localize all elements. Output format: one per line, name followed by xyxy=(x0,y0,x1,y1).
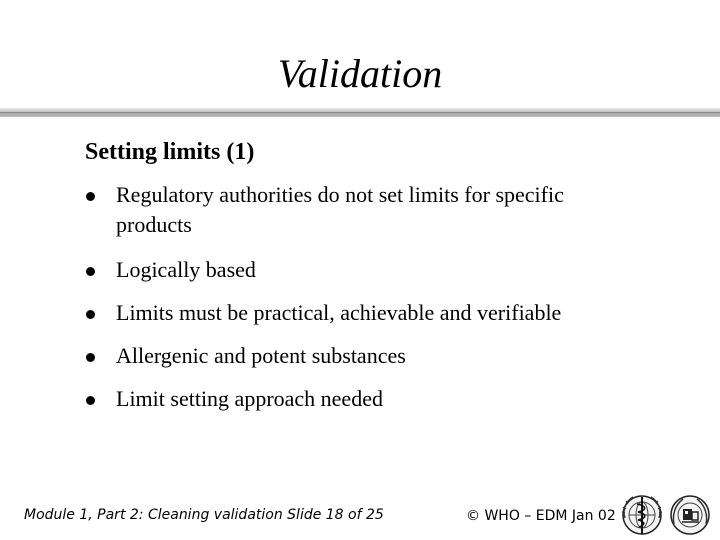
title-divider-line xyxy=(0,112,720,113)
bullet-text-line: Regulatory authorities do not set limits for specific xyxy=(116,182,564,207)
bullet-text: Logically based xyxy=(116,257,256,282)
bullet-dot-icon xyxy=(86,192,95,201)
bullet-text: Limits must be practical, achievable and verifiable xyxy=(116,300,562,325)
bullet-text: Allergenic and potent substances xyxy=(116,343,406,368)
un-emblem-icon xyxy=(671,496,709,534)
slide-subtitle: Setting limits (1) xyxy=(85,139,255,165)
bullet-text: Limit setting approach needed xyxy=(116,386,383,411)
footer-module-text: Module 1, Part 2: Cleaning validation Slide 18 of 25 xyxy=(24,507,384,523)
bullet-dot-icon xyxy=(86,396,95,405)
who-emblem-icon xyxy=(622,496,662,534)
footer-copyright-text: © WHO – EDM Jan 02 xyxy=(466,508,616,524)
slide-title: Validation xyxy=(277,51,443,96)
bullet-text-line: products xyxy=(116,212,192,237)
bullet-text xyxy=(116,180,676,240)
bullet-dot-icon xyxy=(86,267,95,276)
bullet-dot-icon xyxy=(86,353,95,362)
bullet-dot-icon xyxy=(86,310,95,319)
footer-logos xyxy=(619,488,719,540)
